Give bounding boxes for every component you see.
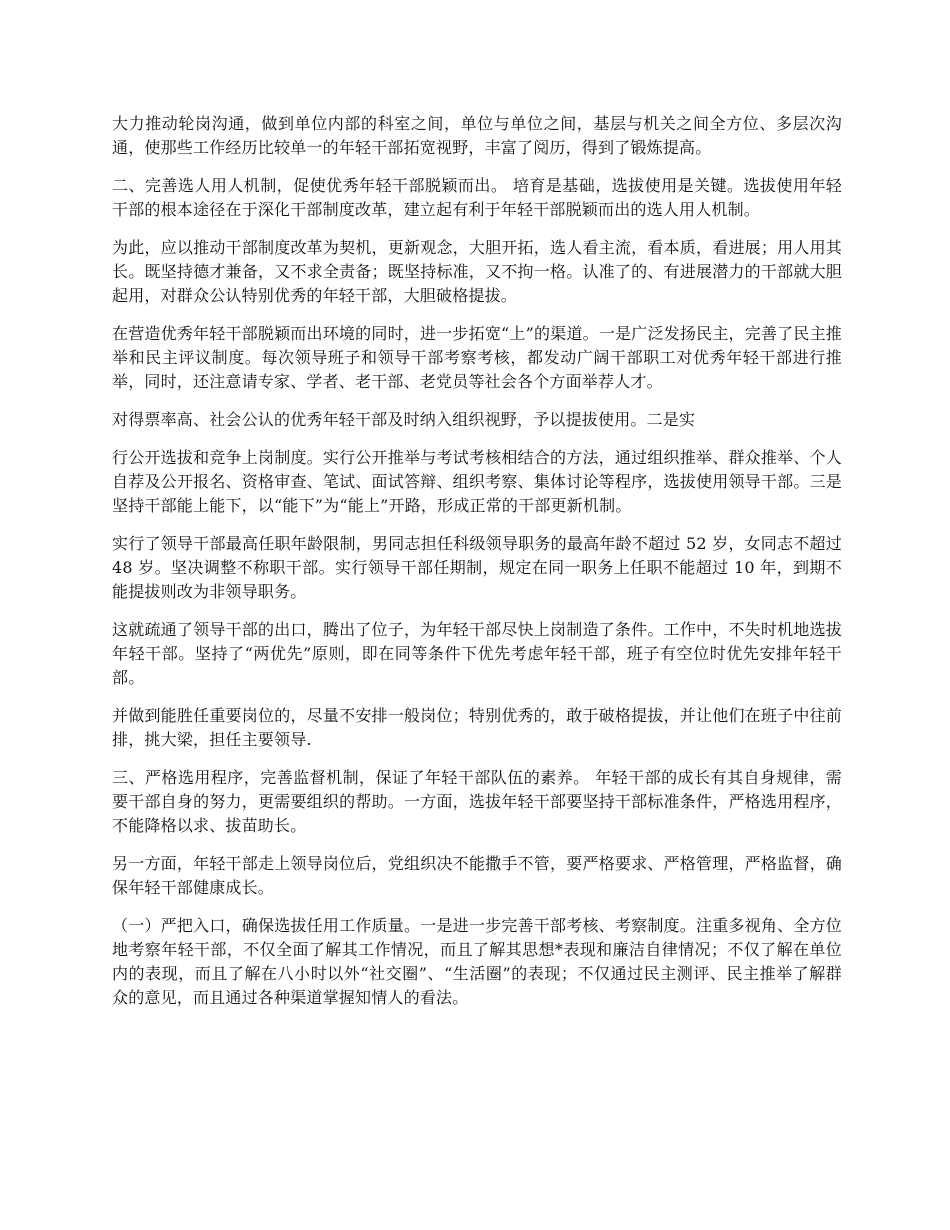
paragraph: 为此，应以推动干部制度改革为契机，更新观念，大胆开拓，选人看主流，看本质，看进展；用人用其长。既坚持德才兼备，又不求全责备；既坚持标准，又不拘一格。认准了的、有进展潜力的干部就大胆起用，对群众公认特别优秀的年轻干部，大胆破格提拔。	[112, 238, 842, 305]
paragraph: 对得票率高、社会公认的优秀年轻干部及时纳入组织视野，予以提拔使用。二是实	[112, 410, 696, 429]
paragraph: 在营造优秀年轻干部脱颖而出环境的同时，进一步拓宽“上”的渠道。一是广泛发扬民主，完善了民主推举和民主评议制度。每次领导班子和领导干部考察考核，都发动广阔干部职工对优秀年轻干部进行推举，同时，还注意请专家、学者、老干部、老党员等社会各个方面举荐人才。	[112, 324, 842, 391]
document-page	[112, 112, 842, 1024]
paragraph: 实行了领导干部最高任职年龄限制，男同志担任科级领导职务的最高年龄不超过 52 岁，女同志不超过 48 岁。坚决调整不称职干部。实行领导干部任期制，规定在同一职务上任职不能超过 10 年，到期不能提拔则改为非领导职务。	[112, 534, 842, 601]
paragraph: 另一方面，年轻干部走上领导岗位后，党组织决不能撒手不管，要严格要求、严格管理，严格监督，确保年轻干部健康成长。	[112, 854, 842, 897]
paragraph: 这就疏通了领导干部的出口，腾出了位子，为年轻干部尽快上岗制造了条件。工作中，不失时机地选拔年轻干部。坚持了“两优先”原则，即在同等条件下优先考虑年轻干部，班子有空位时优先安排年轻干部。	[112, 620, 842, 687]
paragraph: 并做到能胜任重要岗位的，尽量不安排一般岗位；特别优秀的，敢于破格提拔，并让他们在班子中往前排，挑大梁，担任主要领导.	[112, 706, 842, 749]
paragraph: 大力推动轮岗沟通，做到单位内部的科室之间，单位与单位之间，基层与机关之间全方位、多层次沟通，使那些工作经历比较单一的年轻干部拓宽视野，丰富了阅历，得到了锻炼提高。	[112, 114, 842, 157]
paragraph: 行公开选拔和竞争上岗制度。实行公开推举与考试考核相结合的方法，通过组织推举、群众推举、个人自荐及公开报名、资格审查、笔试、面试答辩、组织考察、集体讨论等程序，选拔使用领导干部。三是坚持干部能上能下，以“能下”为“能上”开路，形成正常的干部更新机制。	[112, 448, 842, 515]
paragraph: 三、严格选用程序，完善监督机制，保证了年轻干部队伍的素养。 年轻干部的成长有其自身规律，需要干部自身的努力，更需要组织的帮助。一方面，选拔年轻干部要坚持干部标准条件，严格选用程序，不能降格以求、拔苗助长。	[112, 768, 842, 835]
paragraph: （一）严把入口，确保选拔任用工作质量。一是进一步完善干部考核、考察制度。注重多视角、全方位地考察年轻干部，不仅全面了解其工作情况，而且了解其思想*表现和廉洁自律情况；不仅了解在单位内的表现，而且了解在八小时以外“社交圈”、“生活圈”的表现；不仅通过民主测评、民主推举了解群众的意见，而且通过各种渠道掌握知情人的看法。	[112, 916, 842, 1007]
paragraph: 二、完善选人用人机制，促使优秀年轻干部脱颖而出。 培育是基础，选拔使用是关键。选拔使用年轻干部的根本途径在于深化干部制度改革，建立起有利于年轻干部脱颖而出的选人用人机制。	[112, 176, 842, 219]
